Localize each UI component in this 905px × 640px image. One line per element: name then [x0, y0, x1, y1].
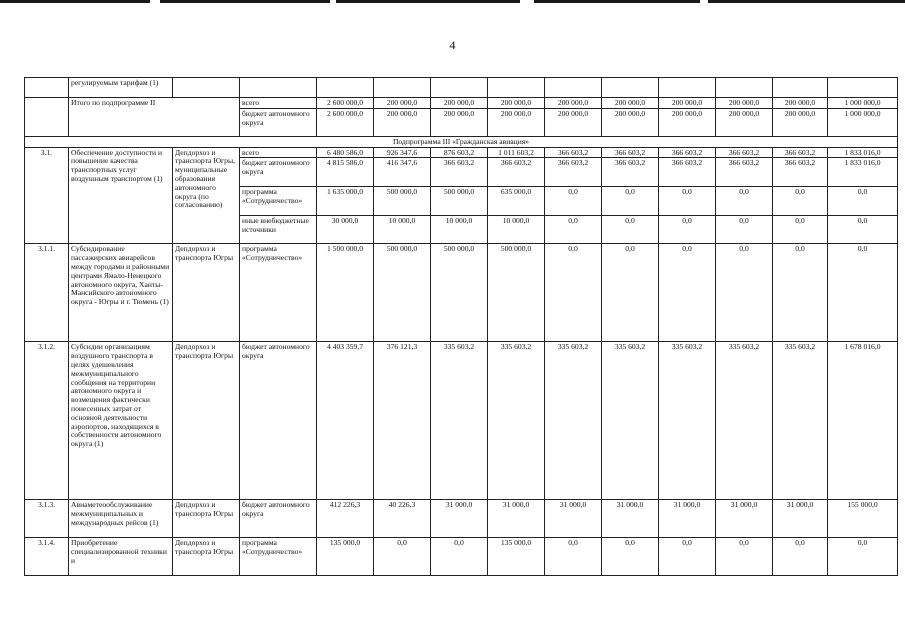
cell-value: 200 000,0 — [602, 108, 659, 136]
cell-value: 0,0 — [602, 216, 659, 244]
cell-value: 200 000,0 — [602, 98, 659, 109]
cell-value: 335 603,2 — [545, 342, 602, 500]
cell-value: 0,0 — [374, 538, 431, 576]
cell-value: 0,0 — [828, 244, 898, 342]
cell-value: 155 000,0 — [828, 500, 898, 538]
cell-value: 31 000,0 — [431, 500, 488, 538]
cell-value: 0,0 — [828, 538, 898, 576]
row-name: Авиаметеообслуживание межмуниципальных и международных рейсов (1) — [69, 500, 173, 538]
cell-value: 0,0 — [545, 187, 602, 216]
subprogram-header-row — [25, 136, 898, 147]
cell-value: 200 000,0 — [716, 108, 773, 136]
cell-value: 31 000,0 — [545, 500, 602, 538]
source-label: всего — [240, 98, 317, 109]
cell-value: 135 000,0 — [317, 538, 374, 576]
scan-top-edge — [0, 0, 905, 3]
cell-value: 31 000,0 — [602, 500, 659, 538]
cell-value: 40 226,3 — [374, 500, 431, 538]
cell-value: 0,0 — [545, 538, 602, 576]
cell-value: 500 000,0 — [488, 244, 545, 342]
row-responsible: Депдорхоз и транспорта Югры — [173, 538, 240, 576]
source-label: программа «Сотрудничество» — [240, 187, 317, 216]
cell-value: 200 000,0 — [431, 108, 488, 136]
cell-value: 6 480 586,0 — [317, 147, 374, 158]
cell-value: 366 603,2 — [431, 158, 488, 187]
row-name: Обеспечение доступности и повышение качества транспортных услуг воздушным транспортом (1) — [69, 147, 173, 244]
cell-value: 0,0 — [431, 538, 488, 576]
cell-value: 0,0 — [602, 187, 659, 216]
cell-value: 0,0 — [773, 216, 828, 244]
cell-value: 31 000,0 — [488, 500, 545, 538]
row-responsible: Депдорхоз и транспорта Югры, муниципальные образования автономного округа (по согласованию) — [173, 147, 240, 244]
cell-value: 366 603,2 — [545, 147, 602, 158]
cell-value: 876 603,2 — [431, 147, 488, 158]
cell-value: 31 000,0 — [716, 500, 773, 538]
cell-value: 0,0 — [716, 538, 773, 576]
cell-value: 0,0 — [716, 187, 773, 216]
cell-value: 1 635 000,0 — [317, 187, 374, 216]
table-row — [25, 78, 898, 98]
cell-value: 200 000,0 — [374, 98, 431, 109]
cell-value: 200 000,0 — [488, 98, 545, 109]
cell-value: 200 000,0 — [716, 98, 773, 109]
cell-value: 335 603,2 — [488, 342, 545, 500]
cell-value: 1 833 016,0 — [828, 147, 898, 158]
cell-value: 635 000,0 — [488, 187, 545, 216]
cell-value: 200 000,0 — [374, 108, 431, 136]
cell-value: 0,0 — [659, 216, 716, 244]
cell-value: 2 600 000,0 — [317, 98, 374, 109]
cell-value: 0,0 — [545, 216, 602, 244]
cell-value: 0,0 — [716, 216, 773, 244]
row-number: 3.1.2. — [25, 342, 69, 500]
table-row — [25, 147, 898, 158]
cell-value: 500 000,0 — [374, 244, 431, 342]
cell-value: 0,0 — [828, 216, 898, 244]
page-number: 4 — [449, 38, 456, 52]
cell-value: 0,0 — [716, 244, 773, 342]
cell-value: 200 000,0 — [773, 108, 828, 136]
cell-value: 416 347,6 — [374, 158, 431, 187]
cell-value: 200 000,0 — [545, 98, 602, 109]
cell-value: 1 011 603,2 — [488, 147, 545, 158]
cell-value: 412 226,3 — [317, 500, 374, 538]
cell-value: 31 000,0 — [773, 500, 828, 538]
row-name: Субсидии организациям воздушного транспорта в целях удешевления межмуниципального сообщения на территории автономного округа и возмещения фактически понесенных затрат от основной деятельности аэропортов, находящихся в собственности автономного округа (1) — [69, 342, 173, 500]
cell-value: 4 815 586,0 — [317, 158, 374, 187]
cell-value: 366 603,2 — [716, 147, 773, 158]
table-row — [25, 342, 898, 500]
cell-value: 335 603,2 — [431, 342, 488, 500]
row-name: регулируемым тарифам (1) — [69, 78, 173, 98]
total-label: Итого по подпрограмме II — [69, 98, 240, 137]
cell-value: 366 603,2 — [602, 147, 659, 158]
source-label: программа «Сотрудничество» — [240, 538, 317, 576]
cell-value: 0,0 — [773, 187, 828, 216]
cell-value: 1 000 000,0 — [828, 98, 898, 109]
cell-value: 366 603,2 — [773, 158, 828, 187]
row-name: Субсидирование пассажирских авиарейсов между городами и районными центрами Ямало-Ненецкого автономного округа, Ханты-Мансийского автономного округа - Югры и г. Тюмень (1) — [69, 244, 173, 342]
source-label: всего — [240, 147, 317, 158]
row-number: 3.1. — [25, 147, 69, 244]
table-row — [25, 538, 898, 576]
cell-value: 0,0 — [659, 244, 716, 342]
source-label: бюджет автономного округа — [240, 500, 317, 538]
cell-value: 1 678 016,0 — [828, 342, 898, 500]
source-label: бюджет автономного округа — [240, 108, 317, 136]
row-number: 3.1.1. — [25, 244, 69, 342]
cell-value: 1 833 016,0 — [828, 158, 898, 187]
cell-value: 366 603,2 — [545, 158, 602, 187]
cell-value: 0,0 — [545, 244, 602, 342]
cell-value: 335 603,2 — [773, 342, 828, 500]
cell-value: 2 600 000,0 — [317, 108, 374, 136]
cell-value: 200 000,0 — [659, 98, 716, 109]
cell-value: 0,0 — [602, 244, 659, 342]
cell-value: 366 603,2 — [773, 147, 828, 158]
table-row — [25, 244, 898, 342]
cell-value: 4 403 359,7 — [317, 342, 374, 500]
subprogram-title: Подпрограмма III «Гражданская авиация» — [25, 136, 898, 147]
row-number: 3.1.4. — [25, 538, 69, 576]
cell-value: 335 603,2 — [659, 342, 716, 500]
cell-value: 0,0 — [773, 538, 828, 576]
cell-value: 1 000 000,0 — [828, 108, 898, 136]
cell-value: 135 000,0 — [488, 538, 545, 576]
cell-value: 366 603,2 — [488, 158, 545, 187]
source-label: иные внебюджетные источники — [240, 216, 317, 244]
row-responsible: Депдорхоз и транспорта Югры — [173, 500, 240, 538]
cell-value: 10 000,0 — [488, 216, 545, 244]
cell-value: 500 000,0 — [431, 187, 488, 216]
source-label: программа «Сотрудничество» — [240, 244, 317, 342]
table-row — [25, 500, 898, 538]
cell-value: 376 121,3 — [374, 342, 431, 500]
cell-value: 10 000,0 — [431, 216, 488, 244]
row-responsible: Депдорхоз и транспорта Югры — [173, 342, 240, 500]
row-responsible: Депдорхоз и транспорта Югры — [173, 244, 240, 342]
row-number: 3.1.3. — [25, 500, 69, 538]
cell-value: 1 500 000,0 — [317, 244, 374, 342]
table-row-total — [25, 98, 898, 109]
cell-value: 500 000,0 — [431, 244, 488, 342]
cell-value: 335 603,2 — [716, 342, 773, 500]
cell-value: 0,0 — [602, 538, 659, 576]
cell-value: 31 000,0 — [659, 500, 716, 538]
row-name: Приобретение специализированной техники и — [69, 538, 173, 576]
cell-value: 0,0 — [773, 244, 828, 342]
cell-value: 366 603,2 — [602, 158, 659, 187]
cell-value: 500 000,0 — [374, 187, 431, 216]
cell-value: 0,0 — [659, 538, 716, 576]
cell-value: 200 000,0 — [431, 98, 488, 109]
source-label: бюджет автономного округа — [240, 342, 317, 500]
source-label: бюджет автономного округа — [240, 158, 317, 187]
cell-value: 200 000,0 — [773, 98, 828, 109]
cell-value: 200 000,0 — [545, 108, 602, 136]
program-table — [24, 77, 898, 576]
cell-value: 200 000,0 — [488, 108, 545, 136]
cell-value: 366 603,2 — [716, 158, 773, 187]
cell-value: 0,0 — [828, 187, 898, 216]
cell-value: 366 603,2 — [659, 147, 716, 158]
cell-value: 0,0 — [659, 187, 716, 216]
cell-value: 366 603,2 — [659, 158, 716, 187]
cell-value: 926 347,6 — [374, 147, 431, 158]
cell-value: 10 000,0 — [374, 216, 431, 244]
cell-value: 335 603,2 — [602, 342, 659, 500]
cell-value: 200 000,0 — [659, 108, 716, 136]
cell-value: 30 000,0 — [317, 216, 374, 244]
